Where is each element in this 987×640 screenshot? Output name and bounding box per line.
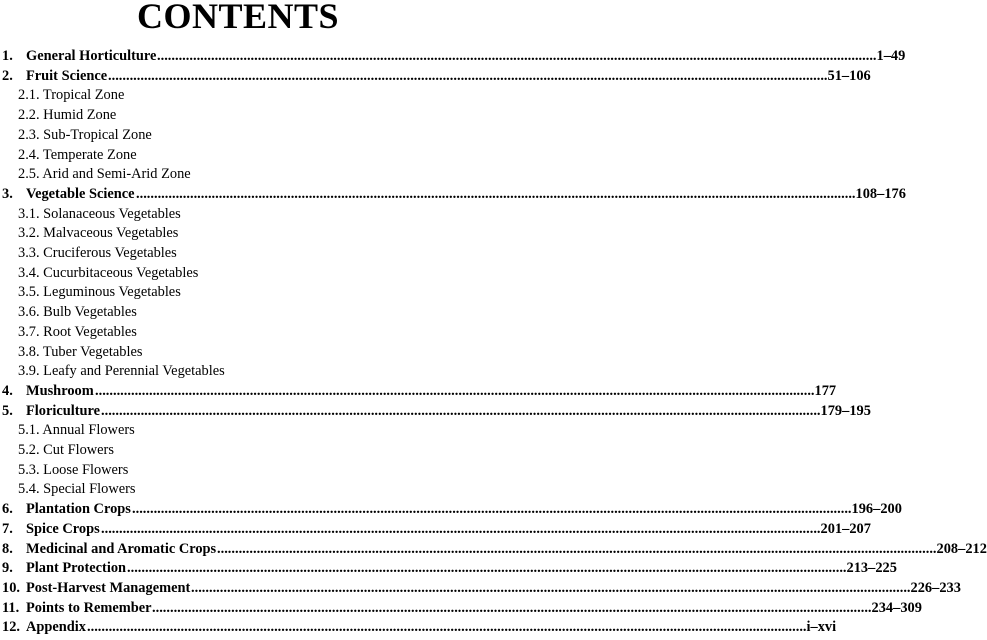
subsection-title: 3.2. Malvaceous Vegetables: [18, 225, 179, 242]
subsection-title: 3.7. Root Vegetables: [18, 323, 137, 340]
chapter-page-range: 234–309: [871, 599, 922, 616]
toc-subsection-row[interactable]: [0, 421, 476, 441]
toc-chapter-row[interactable]: [0, 559, 897, 579]
chapter-page-range: 1–49: [876, 48, 906, 64]
chapter-leader-and-pages: [108, 67, 871, 87]
chapter-number: 9.: [2, 560, 13, 577]
dot-leader: ........................................................................................................................................................................................................: [87, 619, 807, 636]
subsection-title: 5.4. Special Flowers: [18, 481, 136, 498]
chapter-title: Appendix: [26, 619, 86, 636]
chapter-leader-and-pages: [157, 47, 906, 67]
chapter-title: Medicinal and Aromatic Crops: [26, 540, 217, 557]
subsection-title: 2.2. Humid Zone: [18, 107, 117, 124]
chapter-leader-and-pages: [87, 618, 837, 638]
chapter-leader-and-pages: [127, 559, 897, 579]
chapter-leader-and-pages: [217, 540, 987, 560]
dot-leader: ........................................................................................................................................................................................................: [95, 382, 815, 399]
subsection-title: 2.4. Temperate Zone: [18, 146, 137, 163]
toc-subsection-row[interactable]: [0, 461, 476, 481]
chapter-number: 7.: [2, 520, 13, 537]
chapter-title: Floriculture: [26, 402, 101, 419]
chapter-number: 4.: [2, 382, 13, 399]
chapter-page-range: 226–233: [910, 579, 961, 596]
toc-chapter-row[interactable]: [0, 402, 871, 422]
chapter-number: 5.: [2, 402, 13, 419]
toc-chapter-row[interactable]: [0, 500, 902, 520]
toc-chapter-row[interactable]: [0, 599, 922, 619]
chapter-title: Post-Harvest Management: [26, 579, 191, 596]
toc-subsection-row[interactable]: [0, 106, 476, 126]
subsection-title: 2.5. Arid and Semi-Arid Zone: [18, 166, 191, 183]
dot-leader: ........................................................................................................................................................................................................: [132, 501, 852, 518]
chapter-page-range: 177: [814, 382, 837, 399]
toc-subsection-row[interactable]: [0, 205, 476, 225]
chapter-number: 10.: [2, 579, 20, 596]
chapter-page-range: i–xvi: [806, 619, 837, 636]
toc-chapter-row[interactable]: [0, 67, 871, 87]
toc-chapter-row[interactable]: [0, 540, 987, 560]
dot-leader: ........................................................................................................................................................................................................: [101, 402, 821, 419]
toc-subsection-row[interactable]: [0, 224, 476, 244]
chapter-leader-and-pages: [136, 185, 906, 205]
chapter-title: Mushroom: [26, 382, 94, 399]
toc-chapter-row[interactable]: [0, 618, 837, 638]
chapter-number: 2.: [2, 67, 13, 84]
dot-leader: ........................................................................................................................................................................................................: [217, 540, 937, 557]
chapter-page-range: 213–225: [846, 560, 897, 577]
dot-leader: ........................................................................................................................................................................................................: [152, 599, 872, 616]
toc-subsection-row[interactable]: [0, 343, 476, 363]
chapter-leader-and-pages: [101, 402, 871, 422]
toc-subsection-row[interactable]: [0, 323, 476, 343]
subsection-title: 3.6. Bulb Vegetables: [18, 304, 137, 321]
chapter-number: 11.: [2, 599, 20, 616]
chapter-page-range: 51–106: [827, 67, 871, 84]
toc-subsection-row[interactable]: [0, 264, 476, 284]
toc-subsection-row[interactable]: [0, 146, 476, 166]
chapter-leader-and-pages: [101, 520, 871, 540]
chapter-title: Points to Remember: [26, 599, 152, 616]
chapter-number: 8.: [2, 540, 13, 557]
toc-subsection-row[interactable]: [0, 441, 476, 461]
chapter-leader-and-pages: [95, 382, 837, 402]
dot-leader: ........................................................................................................................................................................................................: [108, 67, 828, 84]
chapter-number: 1.: [2, 48, 13, 64]
subsection-title: 3.3. Cruciferous Vegetables: [18, 245, 177, 261]
chapter-title: Fruit Science: [26, 67, 108, 84]
chapter-title: Vegetable Science: [26, 185, 135, 202]
chapter-title: Spice Crops: [26, 520, 100, 537]
dot-leader: ........................................................................................................................................................................................................: [157, 48, 877, 64]
subsection-title: 2.3. Sub-Tropical Zone: [18, 126, 152, 143]
chapter-title: Plantation Crops: [26, 501, 131, 518]
subsection-title: 3.1. Solanaceous Vegetables: [18, 205, 181, 222]
dot-leader: ........................................................................................................................................................................................................: [191, 579, 911, 596]
toc-chapter-row[interactable]: [0, 520, 871, 540]
dot-leader: ........................................................................................................................................................................................................: [136, 185, 856, 202]
subsection-title: 3.8. Tuber Vegetables: [18, 343, 143, 360]
page-title: CONTENTS: [136, 0, 340, 36]
chapter-title: General Horticulture: [26, 48, 157, 64]
chapter-leader-and-pages: [132, 500, 902, 520]
chapter-leader-and-pages: [191, 579, 961, 599]
subsection-title: 5.3. Loose Flowers: [18, 461, 129, 478]
toc-subsection-row[interactable]: [0, 480, 476, 500]
subsection-title: 5.2. Cut Flowers: [18, 442, 114, 458]
toc-chapter-row[interactable]: [0, 185, 906, 205]
chapter-title: Plant Protection: [26, 560, 127, 577]
subsection-title: 3.5. Leguminous Vegetables: [18, 284, 181, 301]
subsection-title: 2.1. Tropical Zone: [18, 87, 125, 104]
toc-chapter-row[interactable]: [0, 579, 961, 599]
toc-subsection-row[interactable]: [0, 362, 476, 382]
chapter-number: 12.: [2, 619, 20, 636]
chapter-page-range: 208–212: [936, 540, 987, 557]
toc-subsection-row[interactable]: [0, 244, 476, 264]
chapter-number: 3.: [2, 185, 13, 202]
chapter-page-range: 196–200: [851, 501, 902, 518]
chapter-page-range: 201–207: [820, 520, 871, 537]
dot-leader: ........................................................................................................................................................................................................: [127, 560, 847, 577]
toc-chapter-row[interactable]: [0, 382, 837, 402]
subsection-title: 3.4. Cucurbitaceous Vegetables: [18, 264, 199, 281]
toc-subsection-row[interactable]: [0, 283, 476, 303]
toc-subsection-row[interactable]: [0, 303, 476, 323]
subsection-title: 3.9. Leafy and Perennial Vegetables: [18, 363, 225, 380]
chapter-page-range: 108–176: [855, 185, 906, 202]
toc-subsection-row[interactable]: [0, 165, 476, 185]
toc-subsection-row[interactable]: [0, 126, 476, 146]
dot-leader: ........................................................................................................................................................................................................: [101, 520, 821, 537]
chapter-page-range: 179–195: [820, 402, 871, 419]
chapter-number: 6.: [2, 501, 13, 518]
toc-subsection-row[interactable]: [0, 86, 476, 106]
subsection-title: 5.1. Annual Flowers: [18, 422, 135, 439]
chapter-leader-and-pages: [152, 599, 922, 619]
toc-chapter-row[interactable]: [0, 47, 906, 67]
